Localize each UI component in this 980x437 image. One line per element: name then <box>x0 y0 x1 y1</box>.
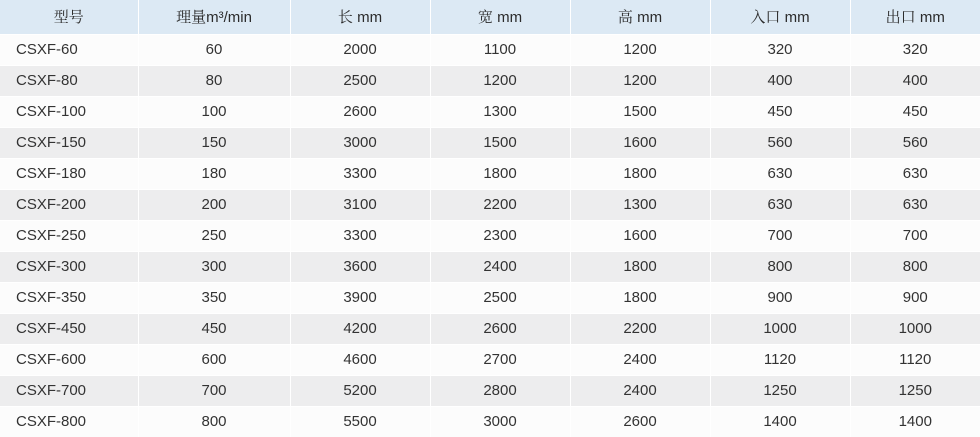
cell-flow-rate: 150 <box>138 127 290 158</box>
cell-length: 3300 <box>290 220 430 251</box>
cell-model: CSXF-80 <box>0 65 138 96</box>
cell-width: 2600 <box>430 313 570 344</box>
cell-outlet: 400 <box>850 65 980 96</box>
table-row <box>0 127 980 158</box>
cell-width: 1500 <box>430 127 570 158</box>
cell-length: 5500 <box>290 406 430 437</box>
cell-length: 5200 <box>290 375 430 406</box>
cell-outlet: 1250 <box>850 375 980 406</box>
cell-length: 3300 <box>290 158 430 189</box>
cell-inlet: 1000 <box>710 313 850 344</box>
cell-outlet: 320 <box>850 34 980 65</box>
cell-length: 3000 <box>290 127 430 158</box>
column-header-flow-rate: 理量m³/min <box>138 0 290 34</box>
cell-flow-rate: 250 <box>138 220 290 251</box>
cell-length: 3900 <box>290 282 430 313</box>
cell-outlet: 560 <box>850 127 980 158</box>
cell-width: 2700 <box>430 344 570 375</box>
cell-inlet: 900 <box>710 282 850 313</box>
cell-length: 4600 <box>290 344 430 375</box>
cell-height: 1500 <box>570 96 710 127</box>
cell-outlet: 1400 <box>850 406 980 437</box>
cell-height: 2400 <box>570 375 710 406</box>
table-row <box>0 313 980 344</box>
cell-flow-rate: 350 <box>138 282 290 313</box>
table-header <box>0 0 980 34</box>
cell-width: 3000 <box>430 406 570 437</box>
cell-height: 1600 <box>570 127 710 158</box>
cell-model: CSXF-800 <box>0 406 138 437</box>
table-row <box>0 251 980 282</box>
cell-height: 2200 <box>570 313 710 344</box>
cell-inlet: 400 <box>710 65 850 96</box>
cell-outlet: 450 <box>850 96 980 127</box>
column-header-model: 型号 <box>0 0 138 34</box>
cell-width: 2400 <box>430 251 570 282</box>
column-header-inlet: 入口 mm <box>710 0 850 34</box>
cell-flow-rate: 700 <box>138 375 290 406</box>
cell-model: CSXF-300 <box>0 251 138 282</box>
cell-outlet: 700 <box>850 220 980 251</box>
table-row <box>0 220 980 251</box>
cell-length: 4200 <box>290 313 430 344</box>
cell-model: CSXF-60 <box>0 34 138 65</box>
cell-model: CSXF-150 <box>0 127 138 158</box>
cell-flow-rate: 200 <box>138 189 290 220</box>
cell-width: 1800 <box>430 158 570 189</box>
table-row <box>0 406 980 437</box>
cell-model: CSXF-350 <box>0 282 138 313</box>
cell-height: 1600 <box>570 220 710 251</box>
cell-inlet: 1250 <box>710 375 850 406</box>
cell-model: CSXF-250 <box>0 220 138 251</box>
cell-height: 1200 <box>570 34 710 65</box>
cell-flow-rate: 300 <box>138 251 290 282</box>
table-header-row <box>0 0 980 34</box>
cell-width: 1300 <box>430 96 570 127</box>
table-row <box>0 344 980 375</box>
column-header-height: 高 mm <box>570 0 710 34</box>
cell-inlet: 1400 <box>710 406 850 437</box>
cell-length: 2000 <box>290 34 430 65</box>
table-row <box>0 158 980 189</box>
cell-length: 2600 <box>290 96 430 127</box>
cell-inlet: 700 <box>710 220 850 251</box>
cell-inlet: 1120 <box>710 344 850 375</box>
cell-width: 2800 <box>430 375 570 406</box>
table-row <box>0 34 980 65</box>
cell-flow-rate: 60 <box>138 34 290 65</box>
column-header-outlet: 出口 mm <box>850 0 980 34</box>
cell-height: 1300 <box>570 189 710 220</box>
cell-height: 1200 <box>570 65 710 96</box>
cell-length: 3100 <box>290 189 430 220</box>
cell-outlet: 1120 <box>850 344 980 375</box>
cell-model: CSXF-700 <box>0 375 138 406</box>
cell-model: CSXF-180 <box>0 158 138 189</box>
cell-inlet: 320 <box>710 34 850 65</box>
cell-flow-rate: 100 <box>138 96 290 127</box>
cell-model: CSXF-600 <box>0 344 138 375</box>
cell-model: CSXF-450 <box>0 313 138 344</box>
cell-flow-rate: 600 <box>138 344 290 375</box>
cell-width: 2300 <box>430 220 570 251</box>
table-row <box>0 96 980 127</box>
cell-outlet: 1000 <box>850 313 980 344</box>
cell-model: CSXF-100 <box>0 96 138 127</box>
cell-width: 1100 <box>430 34 570 65</box>
cell-length: 3600 <box>290 251 430 282</box>
cell-height: 1800 <box>570 158 710 189</box>
cell-inlet: 630 <box>710 189 850 220</box>
cell-flow-rate: 80 <box>138 65 290 96</box>
cell-outlet: 800 <box>850 251 980 282</box>
cell-width: 1200 <box>430 65 570 96</box>
table-body <box>0 34 980 437</box>
cell-flow-rate: 180 <box>138 158 290 189</box>
table-row <box>0 282 980 313</box>
cell-width: 2200 <box>430 189 570 220</box>
cell-outlet: 630 <box>850 189 980 220</box>
table-row <box>0 65 980 96</box>
cell-outlet: 630 <box>850 158 980 189</box>
cell-length: 2500 <box>290 65 430 96</box>
column-header-width: 宽 mm <box>430 0 570 34</box>
cell-height: 2400 <box>570 344 710 375</box>
cell-model: CSXF-200 <box>0 189 138 220</box>
cell-width: 2500 <box>430 282 570 313</box>
cell-flow-rate: 450 <box>138 313 290 344</box>
cell-inlet: 560 <box>710 127 850 158</box>
table-row <box>0 375 980 406</box>
table-row <box>0 189 980 220</box>
cell-inlet: 800 <box>710 251 850 282</box>
column-header-length: 长 mm <box>290 0 430 34</box>
cell-inlet: 450 <box>710 96 850 127</box>
cell-flow-rate: 800 <box>138 406 290 437</box>
cell-height: 1800 <box>570 282 710 313</box>
cell-height: 1800 <box>570 251 710 282</box>
cell-height: 2600 <box>570 406 710 437</box>
cell-outlet: 900 <box>850 282 980 313</box>
cell-inlet: 630 <box>710 158 850 189</box>
